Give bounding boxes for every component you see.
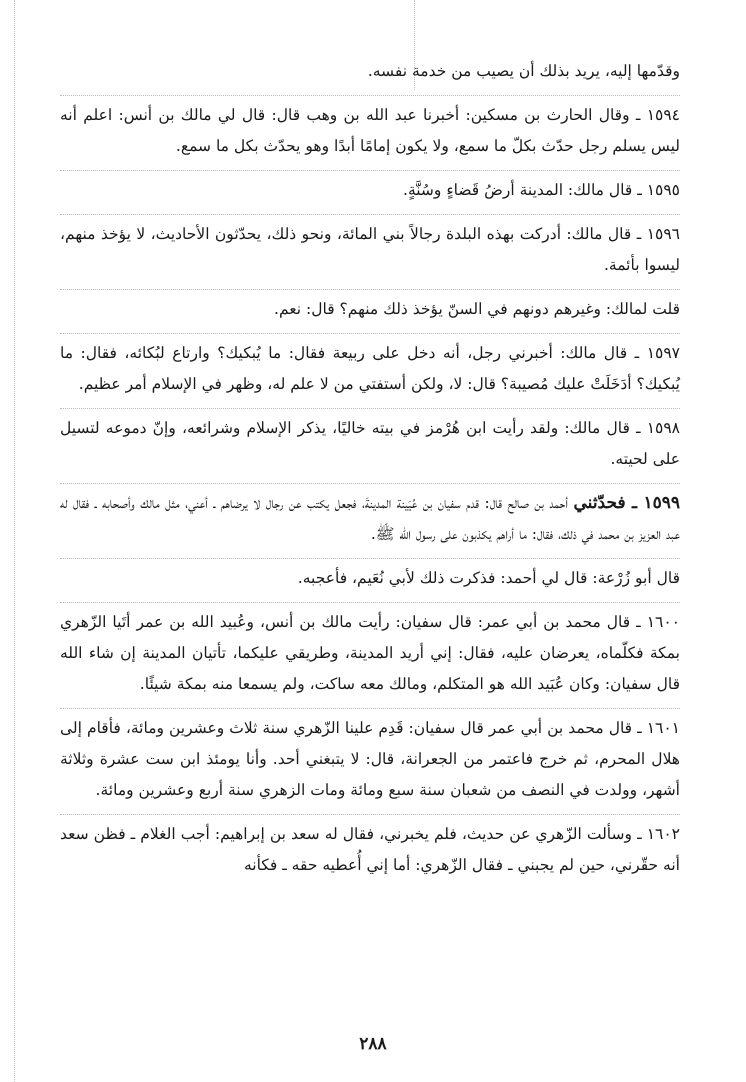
- paragraph-abu-zura: قال أبو زُرْعة: قال لي أحمد: فذكرت ذلك لأبي نُعَيم، فأعجبه.: [60, 558, 680, 594]
- paragraph-1596: ١٥٩٦ ـ قال مالك: أدركت بهذه البلدة رجالاً بني المائة، ونحو ذلك، يحدّثون الأحاديث، لا يؤخذ منهم، ليسوا بأئمة.: [60, 214, 680, 281]
- binding-line-left: [14, 0, 16, 1082]
- paragraph-1597: ١٥٩٧ ـ قال مالك: أخبرني رجل، أنه دخل على ربيعة فقال: ما يُبكيك؟ وارتاع لبُكائه، فقال: ما يُبكيك؟ أدَخَلَتْ عليك مُصيبة؟ قال: لا، ولكن أستفتي من لا علم له، وظهر في الإسلام أمر عظيم.: [60, 333, 680, 400]
- paragraph-1594: ١٥٩٤ ـ وقال الحارث بن مسكين: أخبرنا عبد الله بن وهب قال: قال لي مالك بن أنس: اعلم أنه ليس يسلم رجل حدّث بكلّ ما سمع، ولا يكون إمامًا أبدًا وهو يحدّث بكل ما سمع.: [60, 95, 680, 162]
- paragraph-1595: ١٥٩٥ ـ قال مالك: المدينة أرضُ قَضاءٍ وسُنَّةٍ.: [60, 170, 680, 206]
- paragraph-1601: ١٦٠١ ـ قال محمد بن أبي عمر قال سفيان: قَدِم علينا الزّهري سنة ثلاث وعشرين ومائة، فأقام إلى هلال المحرم، ثم خرج فاعتمر من الجعرانة، قال: لا يتبغني أحد. وأنا يومئذ ابن ست عشرة وثلاثة أشهر، وولدت في النصف من شعبان سنة سبع ومائة ومات الزهري سنة أربع وعشرين ومائة.: [60, 708, 680, 806]
- paragraph-lead: ١٥٩٩ ـ فحدّثني: [573, 493, 681, 513]
- paragraph-1602: ١٦٠٢ ـ وسألت الزّهري عن حديث، فلم يخبرني، فقال له سعد بن إبراهيم: أجب الغلام ـ فظن سعد أنه حقّرني، حين لم يجبني ـ فقال الزّهري: أما إني أُعطيه حقه ـ فكأنه: [60, 814, 680, 881]
- page-number: ٢٨٨: [359, 1034, 387, 1054]
- paragraph-1598: ١٥٩٨ ـ قال مالك: ولقد رأيت ابن هُرْمز في بيته خاليًا، يذكر الإسلام وشرائعه، وإنّ دموعه لتسيل على لحيته.: [60, 408, 680, 475]
- page-body: [60, 56, 680, 889]
- paragraph-1599: ١٥٩٩ ـ فحدّثني أحمد بن صالح قال: قدم سفيان بن عُيَينة المدينةَ، فجعل يكتب عن رجال لا يرضاهم ـ أعني، مثل مالك وأصحابه ـ فقال له عبد العزيز بن محمد في ذلك، فقال: ما أراهم يكذبون على رسول الله ﷺ.: [60, 483, 680, 550]
- paragraph-question-malik: قلت لمالك: وغيرهم دونهم في السنّ يؤخذ ذلك منهم؟ قال: نعم.: [60, 289, 680, 325]
- paragraph-continuation: وقدّمها إليه، يريد بذلك أن يصيب من خدمة نفسه.: [367, 62, 680, 80]
- paragraph-1600: ١٦٠٠ ـ قال محمد بن أبي عمر: قال سفيان: رأيت مالك بن أنس، وعُبيد الله بن عمر أتَيا الزّهري بمكة فكلّماه، يعرضان عليه، فقال: إني أريد المدينة، وطريقي عليكما، تأتيان المدينة إن شاء الله قال سفيان: وكان عُبَيد الله هو المتكلم، ومالك معه ساكت، ولم يسمعا منه بمكة شيئًا.: [60, 602, 680, 700]
